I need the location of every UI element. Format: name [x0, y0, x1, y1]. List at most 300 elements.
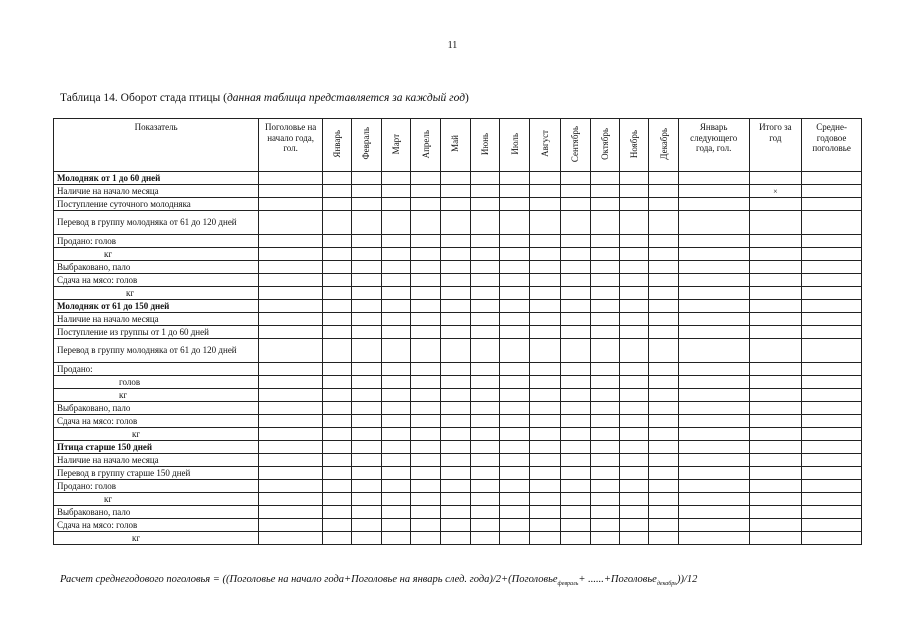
table-cell	[352, 389, 381, 402]
table-cell	[352, 326, 381, 339]
table-cell	[352, 441, 381, 454]
row-label: Продано: голов	[54, 480, 259, 493]
table-cell	[322, 300, 351, 313]
table-cell	[352, 402, 381, 415]
table-cell	[530, 339, 560, 363]
table-cell	[620, 376, 649, 389]
table-row	[54, 467, 862, 480]
table-cell	[749, 493, 802, 506]
table-cell	[590, 532, 619, 545]
header-month-label: Июнь	[479, 132, 490, 155]
table-cell	[381, 339, 410, 363]
table-cell	[649, 428, 678, 441]
table-cell	[322, 506, 351, 519]
table-cell	[590, 248, 619, 261]
table-cell	[530, 389, 560, 402]
table-row	[54, 506, 862, 519]
table-cell	[749, 313, 802, 326]
table-cell	[322, 287, 351, 300]
table-cell	[381, 519, 410, 532]
table-cell	[259, 248, 323, 261]
table-cell	[470, 185, 499, 198]
table-cell	[649, 172, 678, 185]
table-cell	[441, 363, 470, 376]
header-month	[352, 119, 381, 172]
table-cell	[470, 313, 499, 326]
table-cell	[590, 428, 619, 441]
row-label: Перевод в группу старше 150 дней	[54, 467, 259, 480]
page-number: 11	[447, 40, 458, 51]
table-cell	[802, 363, 862, 376]
table-cell	[649, 441, 678, 454]
table-cell	[620, 506, 649, 519]
table-cell	[499, 172, 529, 185]
table-cell	[620, 532, 649, 545]
table-cell	[259, 274, 323, 287]
table-cell	[620, 198, 649, 211]
table-cell	[322, 248, 351, 261]
table-cell	[649, 300, 678, 313]
table-cell	[322, 441, 351, 454]
table-cell	[649, 274, 678, 287]
table-cell	[470, 532, 499, 545]
table-cell	[470, 428, 499, 441]
table-cell	[381, 326, 410, 339]
table-cell	[678, 313, 749, 326]
table-cell	[590, 480, 619, 493]
table-cell	[560, 467, 590, 480]
table-cell	[560, 428, 590, 441]
table-cell	[530, 235, 560, 248]
table-cell	[352, 519, 381, 532]
table-cell	[560, 493, 590, 506]
row-label: Продано: голов	[54, 235, 259, 248]
table-cell	[749, 389, 802, 402]
table-cell	[470, 454, 499, 467]
header-annual-average: Средне-годовое поголовье	[802, 119, 862, 172]
table-cell	[590, 313, 619, 326]
table-cell	[560, 185, 590, 198]
table-cell	[649, 185, 678, 198]
table-cell	[678, 274, 749, 287]
cross-mark: ×	[749, 185, 802, 198]
table-cell	[352, 261, 381, 274]
table-cell	[749, 235, 802, 248]
table-cell	[381, 441, 410, 454]
header-month	[322, 119, 351, 172]
table-cell	[590, 389, 619, 402]
row-label: кг	[54, 287, 259, 300]
row-label: Сдача на мясо: голов	[54, 274, 259, 287]
table-cell	[499, 287, 529, 300]
table-cell	[802, 493, 862, 506]
table-cell	[441, 185, 470, 198]
table-cell	[649, 506, 678, 519]
table-cell	[499, 248, 529, 261]
table-cell	[530, 326, 560, 339]
table-cell	[749, 454, 802, 467]
table-cell	[678, 198, 749, 211]
table-cell	[322, 313, 351, 326]
section-row	[54, 172, 862, 185]
table-row	[54, 480, 862, 493]
table-cell	[352, 300, 381, 313]
row-label: Наличие на начало месяца	[54, 185, 259, 198]
table-cell	[530, 519, 560, 532]
table-cell	[678, 185, 749, 198]
table-cell	[749, 428, 802, 441]
table-cell	[441, 326, 470, 339]
table-cell	[802, 415, 862, 428]
header-indicator: Показатель	[54, 119, 259, 172]
header-month-label: Июль	[509, 132, 520, 155]
table-cell	[802, 402, 862, 415]
table-cell	[499, 532, 529, 545]
table-cell	[649, 248, 678, 261]
table-cell	[259, 172, 323, 185]
table-cell	[620, 480, 649, 493]
table-cell	[590, 274, 619, 287]
table-cell	[499, 441, 529, 454]
table-cell	[470, 198, 499, 211]
table-cell	[802, 454, 862, 467]
table-cell	[441, 506, 470, 519]
table-cell	[499, 467, 529, 480]
row-label: Сдача на мясо: голов	[54, 415, 259, 428]
table-cell	[649, 376, 678, 389]
table-cell	[410, 519, 440, 532]
table-cell	[381, 532, 410, 545]
header-month-label: Апрель	[420, 129, 431, 158]
table-cell	[441, 415, 470, 428]
table-cell	[590, 287, 619, 300]
table-cell	[678, 376, 749, 389]
table-cell	[470, 211, 499, 235]
table-cell	[322, 402, 351, 415]
table-cell	[470, 363, 499, 376]
table-cell	[441, 172, 470, 185]
table-cell	[802, 532, 862, 545]
table-row	[54, 326, 862, 339]
table-cell	[259, 454, 323, 467]
table-cell	[590, 300, 619, 313]
table-cell	[620, 441, 649, 454]
table-cell	[499, 326, 529, 339]
table-cell	[381, 211, 410, 235]
table-cell	[530, 376, 560, 389]
table-cell	[749, 172, 802, 185]
table-cell	[590, 519, 619, 532]
table-cell	[678, 506, 749, 519]
table-cell	[352, 376, 381, 389]
table-cell	[802, 198, 862, 211]
table-cell	[649, 402, 678, 415]
table-cell	[381, 389, 410, 402]
table-cell	[560, 287, 590, 300]
table-cell	[802, 389, 862, 402]
table-cell	[649, 326, 678, 339]
table-cell	[749, 274, 802, 287]
table-cell	[802, 519, 862, 532]
table-cell	[441, 261, 470, 274]
table-cell	[410, 326, 440, 339]
table-cell	[560, 211, 590, 235]
table-cell	[470, 493, 499, 506]
table-cell	[620, 235, 649, 248]
table-cell	[410, 376, 440, 389]
table-caption	[60, 92, 469, 104]
table-cell	[499, 454, 529, 467]
table-cell	[441, 211, 470, 235]
table-cell	[470, 248, 499, 261]
table-row	[54, 532, 862, 545]
table-cell	[560, 300, 590, 313]
table-cell	[322, 235, 351, 248]
table-cell	[352, 532, 381, 545]
table-cell	[322, 185, 351, 198]
table-cell	[352, 185, 381, 198]
table-cell	[678, 493, 749, 506]
table-row	[54, 389, 862, 402]
table-row	[54, 211, 862, 235]
table-cell	[530, 211, 560, 235]
table-cell	[381, 454, 410, 467]
table-cell	[499, 402, 529, 415]
table-cell	[381, 287, 410, 300]
table-cell	[259, 519, 323, 532]
table-cell	[352, 467, 381, 480]
table-cell	[441, 389, 470, 402]
table-cell	[441, 493, 470, 506]
table-cell	[470, 376, 499, 389]
table-cell	[499, 506, 529, 519]
table-cell	[259, 467, 323, 480]
table-cell	[499, 185, 529, 198]
table-cell	[649, 415, 678, 428]
table-cell	[620, 326, 649, 339]
caption-close: )	[465, 92, 469, 104]
table-cell	[749, 261, 802, 274]
table-cell	[499, 211, 529, 235]
table-row	[54, 185, 862, 198]
table-cell	[470, 300, 499, 313]
table-cell	[590, 493, 619, 506]
table-cell	[410, 235, 440, 248]
table-cell	[560, 198, 590, 211]
table-cell	[802, 248, 862, 261]
row-label: Выбраковано, пало	[54, 506, 259, 519]
table-cell	[749, 415, 802, 428]
table-cell	[352, 428, 381, 441]
table-row	[54, 519, 862, 532]
table-cell	[470, 402, 499, 415]
table-cell	[322, 376, 351, 389]
table-cell	[530, 248, 560, 261]
table-cell	[441, 313, 470, 326]
table-cell	[259, 326, 323, 339]
table-cell	[749, 198, 802, 211]
table-cell	[530, 454, 560, 467]
table-cell	[381, 235, 410, 248]
table-cell	[259, 261, 323, 274]
table-cell	[410, 402, 440, 415]
row-label: Наличие на начало месяца	[54, 454, 259, 467]
table-cell	[499, 261, 529, 274]
table-cell	[620, 467, 649, 480]
row-label: Молодняк от 1 до 60 дней	[54, 172, 259, 185]
table-cell	[441, 198, 470, 211]
table-cell	[410, 211, 440, 235]
table-cell	[620, 493, 649, 506]
formula-subscript-december: декабрь	[656, 581, 677, 588]
table-row	[54, 313, 862, 326]
table-cell	[322, 467, 351, 480]
table-cell	[530, 493, 560, 506]
table-cell	[590, 506, 619, 519]
table-cell	[441, 339, 470, 363]
table-cell	[322, 415, 351, 428]
header-month-label: Ноябрь	[629, 129, 640, 158]
table-cell	[441, 519, 470, 532]
table-cell	[560, 339, 590, 363]
table-cell	[470, 326, 499, 339]
table-cell	[410, 389, 440, 402]
table-cell	[802, 211, 862, 235]
table-cell	[649, 493, 678, 506]
table-cell	[620, 211, 649, 235]
table-cell	[620, 454, 649, 467]
table-cell	[259, 287, 323, 300]
table-cell	[560, 363, 590, 376]
table-cell	[381, 198, 410, 211]
table-cell	[802, 480, 862, 493]
table-cell	[381, 493, 410, 506]
table-cell	[441, 287, 470, 300]
table-cell	[678, 172, 749, 185]
table-cell	[381, 313, 410, 326]
table-cell	[560, 532, 590, 545]
table-cell	[352, 274, 381, 287]
table-cell	[560, 248, 590, 261]
table-cell	[381, 185, 410, 198]
table-cell	[802, 300, 862, 313]
table-cell	[410, 532, 440, 545]
table-cell	[381, 248, 410, 261]
table-cell	[649, 313, 678, 326]
table-cell	[590, 402, 619, 415]
table-cell	[441, 532, 470, 545]
table-row	[54, 415, 862, 428]
table-cell	[620, 339, 649, 363]
table-cell	[678, 287, 749, 300]
table-cell	[530, 185, 560, 198]
table-cell	[259, 532, 323, 545]
table-cell	[530, 287, 560, 300]
table-cell	[470, 519, 499, 532]
table-cell	[802, 261, 862, 274]
table-cell	[381, 402, 410, 415]
table-cell	[322, 480, 351, 493]
table-cell	[678, 454, 749, 467]
table-cell	[441, 428, 470, 441]
table-cell	[441, 300, 470, 313]
table-row	[54, 402, 862, 415]
table-cell	[560, 274, 590, 287]
row-label: Птица старше 150 дней	[54, 441, 259, 454]
table-cell	[802, 376, 862, 389]
table-cell	[499, 415, 529, 428]
table-cell	[530, 441, 560, 454]
table-cell	[802, 326, 862, 339]
table-cell	[470, 261, 499, 274]
table-cell	[590, 211, 619, 235]
table-cell	[590, 198, 619, 211]
table-cell	[259, 376, 323, 389]
table-cell	[649, 339, 678, 363]
caption-note: данная таблица представляется за каждый год	[226, 92, 466, 104]
table-cell	[410, 300, 440, 313]
table-cell	[410, 506, 440, 519]
table-cell	[749, 326, 802, 339]
table-cell	[322, 261, 351, 274]
table-cell	[470, 274, 499, 287]
table-cell	[259, 211, 323, 235]
table-cell	[352, 493, 381, 506]
table-cell	[749, 376, 802, 389]
header-next-january: Январь следующего года, гол.	[678, 119, 749, 172]
table-cell	[352, 211, 381, 235]
table-cell	[259, 428, 323, 441]
table-cell	[499, 493, 529, 506]
table-cell	[499, 235, 529, 248]
table-cell	[259, 198, 323, 211]
table-cell	[560, 415, 590, 428]
row-label: кг	[54, 248, 259, 261]
table-cell	[441, 454, 470, 467]
table-cell	[410, 339, 440, 363]
table-cell	[381, 506, 410, 519]
table-body	[54, 172, 862, 545]
table-cell	[678, 519, 749, 532]
table-cell	[322, 428, 351, 441]
table-cell	[410, 261, 440, 274]
table-cell	[259, 441, 323, 454]
table-row	[54, 235, 862, 248]
row-label: Поступление суточного молодняка	[54, 198, 259, 211]
header-month	[649, 119, 678, 172]
table-cell	[322, 326, 351, 339]
table-cell	[649, 261, 678, 274]
header-start-herd: Поголовье на начало года, гол.	[259, 119, 323, 172]
table-cell	[530, 415, 560, 428]
table-cell	[802, 506, 862, 519]
table-cell	[410, 363, 440, 376]
row-label: Перевод в группу молодняка от 61 до 120 дней	[54, 339, 259, 363]
header-month	[499, 119, 529, 172]
row-label: Продано:	[54, 363, 259, 376]
table-cell	[441, 248, 470, 261]
header-month-label: Октябрь	[600, 127, 611, 160]
table-cell	[530, 313, 560, 326]
table-cell	[620, 363, 649, 376]
table-cell	[410, 428, 440, 441]
table-cell	[590, 376, 619, 389]
table-cell	[530, 532, 560, 545]
header-month	[410, 119, 440, 172]
row-label: Выбраковано, пало	[54, 402, 259, 415]
formula-middle: + ......+Поголовье	[578, 574, 657, 585]
table-cell	[620, 287, 649, 300]
